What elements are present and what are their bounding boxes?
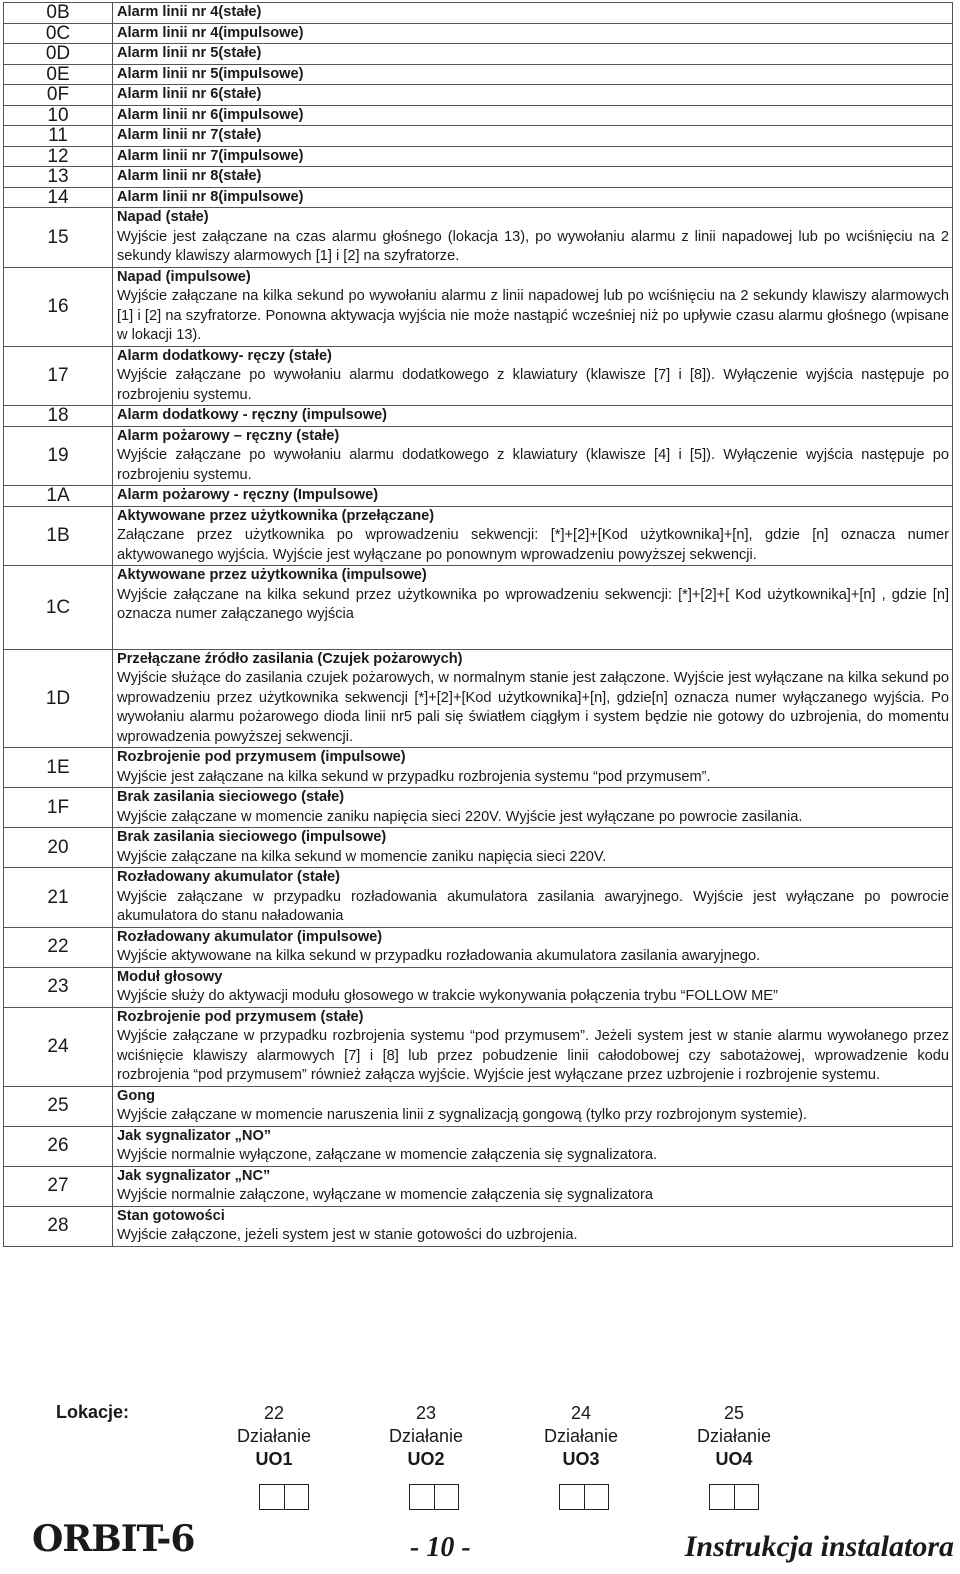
location-output: UO4 bbox=[715, 1449, 753, 1469]
table-row bbox=[4, 3, 953, 24]
output-description bbox=[113, 346, 953, 406]
output-code: 1C bbox=[4, 566, 113, 650]
output-description bbox=[113, 85, 953, 106]
output-title: Aktywowane przez użytkownika (impulsowe) bbox=[117, 567, 427, 583]
output-text: Wyjście załączane po wywołaniu alarmu dodatkowego z klawiatury (klawisze [7] i [8]). Wyłączenie wyjścia następuje po rozbrojeniu systemu. bbox=[117, 367, 949, 403]
output-title: Alarm linii nr 8(stałe) bbox=[117, 168, 262, 184]
output-code: 16 bbox=[4, 267, 113, 346]
output-description bbox=[113, 187, 953, 208]
table-row bbox=[4, 1086, 953, 1126]
output-title: Rozbrojenie pod przymusem (impulsowe) bbox=[117, 749, 406, 765]
output-code: 0E bbox=[4, 64, 113, 85]
output-text: Wyjście załączane na kilka sekund przez użytkownika po wprowadzeniu sekwencji: [*]+[2]+[ Kod użytkownika]+[n] , gdzie [n] oznacza numer załączanego wyjścia bbox=[117, 586, 949, 622]
output-code: 17 bbox=[4, 346, 113, 406]
output-title: Alarm linii nr 8(impulsowe) bbox=[117, 188, 304, 205]
table-row bbox=[4, 105, 953, 126]
output-title: Brak zasilania sieciowego (impulsowe) bbox=[117, 829, 387, 845]
output-title: Napad (stałe) bbox=[117, 209, 209, 225]
output-title: Alarm linii nr 6(impulsowe) bbox=[117, 106, 304, 123]
table-row bbox=[4, 44, 953, 65]
output-code: 1F bbox=[4, 788, 113, 828]
output-title: Stan gotowości bbox=[117, 1207, 225, 1224]
output-description bbox=[113, 167, 953, 188]
outputs-table bbox=[3, 2, 953, 1247]
output-code: 21 bbox=[4, 868, 113, 928]
output-text: Wyjście jest załączane na czas alarmu głośnego (lokacja 13), po wywołaniu alarmu z linii napadowej lub po wciśnięciu na 2 sekundy klawiszy alarmowych [1] i [2] na szyfratorze. bbox=[117, 228, 949, 264]
page-footer bbox=[0, 1510, 960, 1574]
output-description bbox=[113, 105, 953, 126]
location-action: Działanie bbox=[696, 1426, 772, 1446]
output-title: Rozbrojenie pod przymusem (stałe) bbox=[117, 1008, 364, 1025]
output-text: Wyjście normalnie wyłączone, załączane w momencie załączenia się sygnalizatora. bbox=[117, 1147, 658, 1163]
location-number: 22 bbox=[263, 1403, 285, 1423]
table-row bbox=[4, 346, 953, 406]
location-output: UO3 bbox=[562, 1449, 600, 1469]
output-text: Wyjście załączane na kilka sekund po wywołaniu alarmu z linii napadowej lub po wciśnięciu na 2 sekundy klawiszy alarmowych [1] i [2] na szyfratorze. Ponowna aktywacja wyjścia nie może nastąpić wcześniej niż po upływie czasu alarmu głośnego (wpisane w lokacji 13). bbox=[117, 288, 949, 343]
output-title: Aktywowane przez użytkownika (przełączane) bbox=[117, 507, 435, 524]
table-row bbox=[4, 1007, 953, 1086]
table-row bbox=[4, 506, 953, 566]
output-code: 24 bbox=[4, 1007, 113, 1086]
table-row bbox=[4, 64, 953, 85]
output-text: Wyjście normalnie załączone, wyłączane w momencie załączenia się sygnalizatora bbox=[117, 1187, 654, 1203]
table-row bbox=[4, 126, 953, 147]
output-text: Wyjście załączane po wywołaniu alarmu dodatkowego z klawiatury (klawisze [4] i [5]). Wyłączenie wyjścia następuje po rozbrojeniu systemu. bbox=[117, 447, 949, 483]
output-code: 25 bbox=[4, 1086, 113, 1126]
output-description bbox=[113, 1126, 953, 1166]
table-row bbox=[4, 146, 953, 167]
location-24 bbox=[526, 1402, 636, 1471]
output-description bbox=[113, 3, 953, 24]
document-title: Instrukcja instalatora bbox=[684, 1530, 954, 1563]
output-description bbox=[113, 208, 953, 268]
output-code: 27 bbox=[4, 1166, 113, 1206]
output-title: Moduł głosowy bbox=[117, 968, 223, 985]
output-code: 14 bbox=[4, 187, 113, 208]
output-title: Rozładowany akumulator (impulsowe) bbox=[117, 928, 383, 945]
output-description bbox=[113, 566, 953, 650]
output-text: Wyjście załączane na kilka sekund w momencie zaniku napięcia sieci 220V. bbox=[117, 848, 607, 865]
output-code: 1E bbox=[4, 748, 113, 788]
output-text: Wyjście jest załączane na kilka sekund w przypadku rozbrojenia systemu “pod przymusem”. bbox=[117, 768, 711, 785]
output-title: Alarm pożarowy – ręczny (stałe) bbox=[117, 427, 340, 444]
output-description bbox=[113, 649, 953, 748]
table-row bbox=[4, 406, 953, 427]
locations-label: Lokacje: bbox=[56, 1402, 130, 1422]
output-description bbox=[113, 267, 953, 346]
location-action: Działanie bbox=[388, 1426, 464, 1446]
table-row bbox=[4, 267, 953, 346]
output-title: Gong bbox=[117, 1087, 156, 1104]
output-code: 20 bbox=[4, 828, 113, 868]
table-row bbox=[4, 868, 953, 928]
output-text: Wyjście załączane w momencie naruszenia linii z sygnalizacją gongową (tylko przy rozbrojonym systemie). bbox=[117, 1107, 808, 1123]
output-description bbox=[113, 1086, 953, 1126]
output-description bbox=[113, 1007, 953, 1086]
location-24-input-boxes[interactable] bbox=[559, 1484, 609, 1510]
output-description bbox=[113, 486, 953, 507]
location-number: 24 bbox=[570, 1403, 592, 1423]
output-code: 13 bbox=[4, 167, 113, 188]
output-description bbox=[113, 506, 953, 566]
output-code: 28 bbox=[4, 1206, 113, 1246]
output-text: Wyjście załączone, jeżeli system jest w stanie gotowości do uzbrojenia. bbox=[117, 1227, 578, 1243]
output-description bbox=[113, 23, 953, 44]
output-description bbox=[113, 967, 953, 1007]
output-code: 18 bbox=[4, 406, 113, 427]
output-text: Załączane przez użytkownika po wprowadzeniu sekwencji: [*]+[2]+[Kod użytkownika]+[n], gdzie [n] oznacza numer aktywowanego wyjścia. Wyjście jest wyłączane po ponownym wprowadzeniu powyższej sekwencji. bbox=[117, 527, 949, 563]
output-title: Napad (impulsowe) bbox=[117, 268, 251, 285]
output-code: 1D bbox=[4, 649, 113, 748]
output-title: Alarm linii nr 4(impulsowe) bbox=[117, 24, 304, 41]
output-description bbox=[113, 146, 953, 167]
output-description bbox=[113, 927, 953, 967]
output-title: Alarm pożarowy - ręczny (Impulsowe) bbox=[117, 487, 379, 503]
output-code: 12 bbox=[4, 146, 113, 167]
output-description bbox=[113, 426, 953, 486]
table-row bbox=[4, 566, 953, 650]
output-text: Wyjście załączane w przypadku rozładowania akumulatora zasilania awaryjnego. Wyjście jest wyłączane po powrocie akumulatora do stanu naładowania bbox=[117, 888, 949, 924]
output-title: Alarm linii nr 6(stałe) bbox=[117, 86, 262, 102]
output-title: Alarm linii nr 5(impulsowe) bbox=[117, 65, 304, 82]
output-code: 0F bbox=[4, 85, 113, 106]
location-22-input-boxes[interactable] bbox=[259, 1484, 309, 1510]
output-description bbox=[113, 406, 953, 427]
table-row bbox=[4, 788, 953, 828]
location-23 bbox=[371, 1402, 481, 1471]
output-text: Wyjście załączane w przypadku rozbrojenia systemu “pod przymusem”. Jeżeli system jest w stanie alarmu wywołanego przez wciśnięcie klawiszy alarmowych [7] i [8] lub przez pobudzenie linii całodobowej czy sabotażowej, wprowadzenie kodu rozbrojenia “pod przymusem” również załącza wyjście. Wyjście jest wyłączane przez uzbrojenie i rozbrojenie systemu. bbox=[117, 1028, 949, 1083]
output-title: Brak zasilania sieciowego (stałe) bbox=[117, 789, 345, 805]
output-code: 11 bbox=[4, 126, 113, 147]
table-row bbox=[4, 167, 953, 188]
output-title: Alarm dodatkowy - ręczny (impulsowe) bbox=[117, 407, 388, 423]
location-number: 23 bbox=[415, 1403, 437, 1423]
output-title: Alarm linii nr 7(stałe) bbox=[117, 127, 262, 143]
output-title: Alarm dodatkowy- ręczy (stałe) bbox=[117, 347, 332, 364]
output-code: 23 bbox=[4, 967, 113, 1007]
output-code: 1A bbox=[4, 486, 113, 507]
location-output: UO1 bbox=[255, 1449, 293, 1469]
table-row bbox=[4, 649, 953, 748]
table-row bbox=[4, 967, 953, 1007]
output-text: Wyjście załączane w momencie zaniku napięcia sieci 220V. Wyjście jest wyłączane po powrocie zasilania. bbox=[117, 808, 803, 825]
location-action: Działanie bbox=[543, 1426, 619, 1446]
output-code: 0C bbox=[4, 23, 113, 44]
output-title: Alarm linii nr 4(stałe) bbox=[117, 4, 262, 20]
output-title: Jak sygnalizator „NO” bbox=[117, 1127, 272, 1144]
table-row bbox=[4, 1206, 953, 1246]
table-row bbox=[4, 748, 953, 788]
output-description bbox=[113, 64, 953, 85]
output-text: Wyjście aktywowane na kilka sekund w przypadku rozładowania akumulatora zasilania awaryjnego. bbox=[117, 948, 761, 964]
table-row bbox=[4, 187, 953, 208]
table-row bbox=[4, 927, 953, 967]
orbit-logo: ORBIT-6 bbox=[32, 1518, 195, 1560]
page-number: - 10 - bbox=[410, 1532, 471, 1563]
output-code: 0D bbox=[4, 44, 113, 65]
row-spacer bbox=[117, 625, 949, 649]
output-text: Wyjście służące do zasilania czujek pożarowych, w normalnym stanie jest załączone. Wyjście jest wyłączane na kilka sekund po wprowadzeniu przez użytkownika sekwencji [*]+[2]+[Kod użytkownika]+[n], gdzie[n] oznacza numer wyłączanego wyjścia. Po wywołaniu alarmu pożarowego dioda linii nr5 pali się światłem ciągłym i system będzie nie gotowy do uzbrojenia, do momentu wprowadzenia powyższej sekwencji. bbox=[117, 670, 949, 745]
output-title: Przełączane źródło zasilania (Czujek pożarowych) bbox=[117, 650, 463, 667]
location-22 bbox=[219, 1402, 329, 1471]
output-title: Rozładowany akumulator (stałe) bbox=[117, 869, 341, 885]
output-text: Wyjście służy do aktywacji modułu głosowego w trakcie wykonywania połączenia trybu “FOLLOW ME” bbox=[117, 988, 778, 1004]
table-row bbox=[4, 1126, 953, 1166]
location-number: 25 bbox=[723, 1403, 745, 1423]
output-description bbox=[113, 788, 953, 828]
location-25-input-boxes[interactable] bbox=[709, 1484, 759, 1510]
output-code: 0B bbox=[4, 3, 113, 24]
output-code: 19 bbox=[4, 426, 113, 486]
output-description bbox=[113, 748, 953, 788]
output-code: 26 bbox=[4, 1126, 113, 1166]
output-title: Jak sygnalizator „NC” bbox=[117, 1167, 271, 1184]
table-row bbox=[4, 23, 953, 44]
output-title: Alarm linii nr 7(impulsowe) bbox=[117, 147, 304, 164]
output-code: 22 bbox=[4, 927, 113, 967]
location-25 bbox=[679, 1402, 789, 1471]
output-description bbox=[113, 44, 953, 65]
location-action: Działanie bbox=[236, 1426, 312, 1446]
table-row bbox=[4, 828, 953, 868]
output-description bbox=[113, 1166, 953, 1206]
location-output: UO2 bbox=[407, 1449, 445, 1469]
output-description bbox=[113, 126, 953, 147]
location-23-input-boxes[interactable] bbox=[409, 1484, 459, 1510]
output-description bbox=[113, 828, 953, 868]
output-description bbox=[113, 1206, 953, 1246]
table-row bbox=[4, 208, 953, 268]
table-row bbox=[4, 85, 953, 106]
table-row bbox=[4, 426, 953, 486]
table-row bbox=[4, 1166, 953, 1206]
output-title: Alarm linii nr 5(stałe) bbox=[117, 45, 262, 61]
table-row bbox=[4, 486, 953, 507]
output-code: 15 bbox=[4, 208, 113, 268]
output-code: 10 bbox=[4, 105, 113, 126]
output-code: 1B bbox=[4, 506, 113, 566]
output-description bbox=[113, 868, 953, 928]
